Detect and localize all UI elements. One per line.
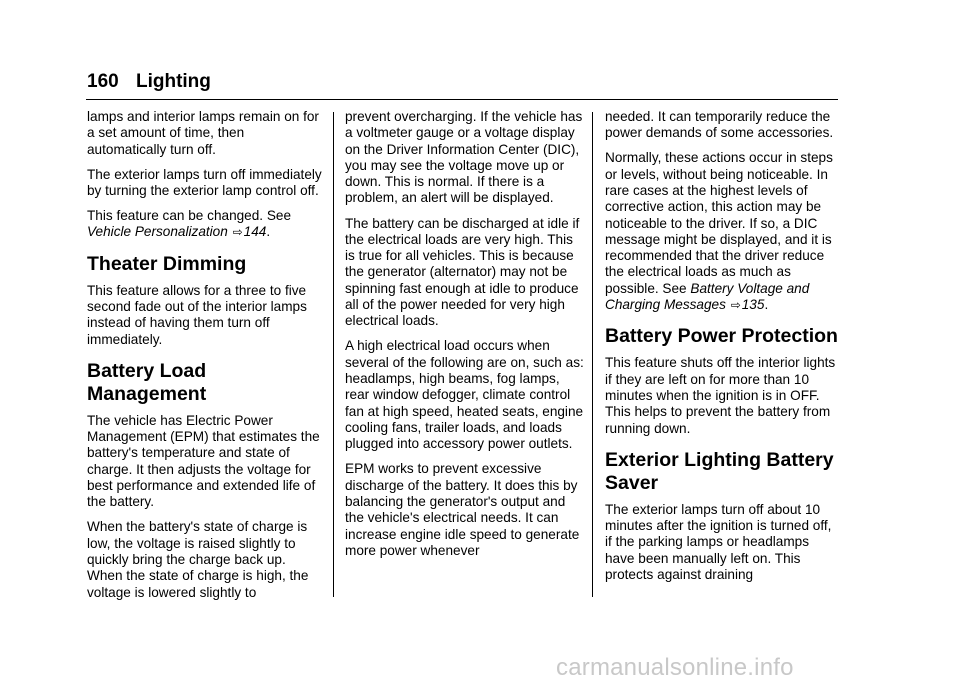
- page-reference-arrow-icon: ⇨: [730, 298, 741, 313]
- column-1: [87, 109, 325, 610]
- punctuation: .: [266, 224, 271, 240]
- page-reference-arrow-icon: ⇨: [232, 225, 243, 240]
- column-2: [345, 109, 585, 568]
- cross-reference-link[interactable]: Battery Voltage and Charging Messages: [605, 280, 810, 313]
- heading-battery-power-protection: Battery Power Protection: [605, 325, 838, 348]
- column-divider: [333, 112, 334, 597]
- punctuation: .: [764, 297, 769, 313]
- paragraph: EPM works to prevent excessive discharge of the battery. It does this by balancing the generator's output and the vehicle's electrical needs. It can increase engine idle speed to generate more power whenever: [345, 461, 580, 558]
- header-rule: [86, 99, 838, 100]
- paragraph: This feature allows for a three to five second fade out of the interior lamps instead of having them turn off immediately.: [87, 282, 307, 347]
- column-3: [605, 109, 841, 592]
- paragraph: The battery can be discharged at idle if the electrical loads are very high. This is true for all vehicles. This is because the generator (alternator) may not be spinning fast enough at idle to produce all of the power needed for very high electrical loads.: [345, 215, 580, 329]
- page-reference-number[interactable]: 135: [741, 297, 765, 313]
- page-header: [87, 70, 211, 94]
- paragraph: [605, 150, 841, 313]
- heading-battery-load-management: Battery Load Management: [87, 359, 207, 405]
- paragraph: [87, 208, 325, 241]
- paragraph: This feature shuts off the interior lights if they are left on for more than 10 minutes when the ignition is in OFF. This helps to prevent the battery from running down.: [605, 355, 836, 436]
- heading-theater-dimming: Theater Dimming: [87, 252, 247, 275]
- paragraph: The vehicle has Electric Power Management (EPM) that estimates the battery's temperature and state of charge. It then adjusts the voltage for best performance and extended life of the battery.: [87, 412, 320, 510]
- paragraph: lamps and interior lamps remain on for a set amount of time, then automatically turn off.: [87, 109, 319, 157]
- page-number: 160: [87, 71, 119, 92]
- paragraph-text: This feature can be changed. See: [87, 208, 292, 224]
- cross-reference-link[interactable]: Vehicle Personalization: [87, 224, 228, 240]
- paragraph: needed. It can temporarily reduce the power demands of some accessories.: [605, 109, 834, 141]
- paragraph-text: Normally, these actions occur in steps or levels, without being noticeable. In rare cases at the highest levels of corrective action, this action may be noticeable to the driver. If so, a DIC message might be displayed, and it is recommended that the driver reduce the electrical loads as much as possible. See: [605, 150, 833, 296]
- paragraph: When the battery's state of charge is low, the voltage is raised slightly to quickly bring the charge back up. When the state of charge is high, the voltage is lowered slightly to: [87, 519, 309, 600]
- column-divider: [592, 112, 593, 597]
- section-title: Lighting: [135, 71, 211, 92]
- heading-exterior-lighting-battery-saver: Exterior Lighting Battery Saver: [605, 448, 834, 494]
- watermark: carmanualsonline.info: [556, 654, 794, 681]
- paragraph: The exterior lamps turn off immediately by turning the exterior lamp control off.: [87, 166, 322, 198]
- paragraph: A high electrical load occurs when several of the following are on, such as: headlamps, high beams, fog lamps, rear window defogger, climate control fan at high speed, heated seats, engine cooling fans, trailer loads, and loads plugged into accessory power outlets.: [345, 338, 584, 452]
- page-reference-number[interactable]: 144: [243, 224, 267, 240]
- paragraph: prevent overcharging. If the vehicle has a voltmeter gauge or a voltage display on the Driver Information Center (DIC), you may see the voltage move up or down. This is normal. If there is a problem, an alert will be displayed.: [345, 109, 583, 206]
- paragraph: The exterior lamps turn off about 10 minutes after the ignition is turned off, if the parking lamps or headlamps have been manually left on. This protects against draining: [605, 501, 832, 583]
